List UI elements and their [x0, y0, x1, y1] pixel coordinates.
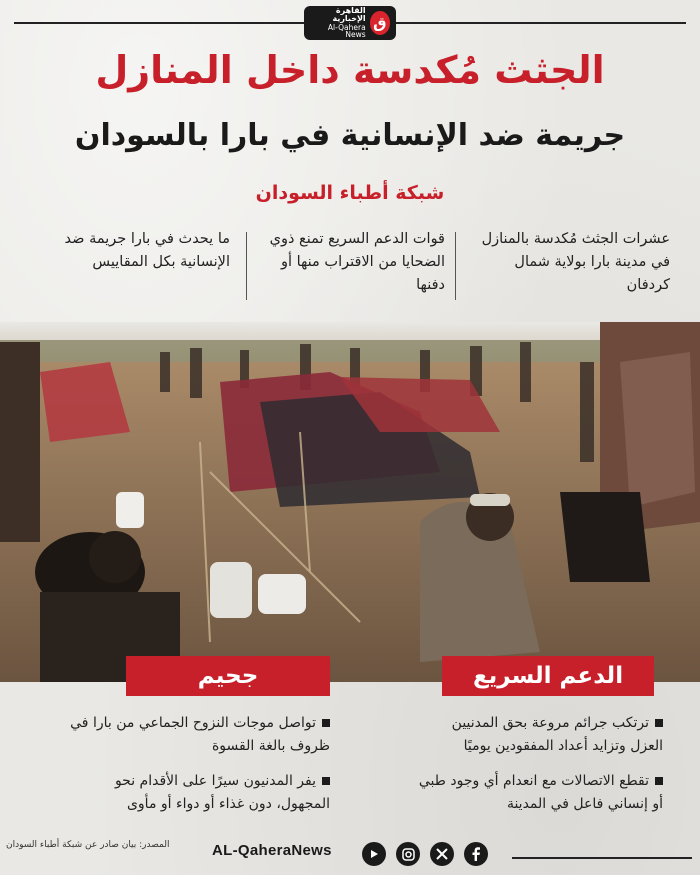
- hell-bullet-1-text: تواصل موجات النزوح الجماعي من بارا في ظروف بالغة القسوة: [70, 715, 330, 755]
- brand-logo-english: Al-Qahera News: [327, 22, 366, 40]
- source-network: شبكة أطباء السودان: [255, 182, 445, 204]
- subheadline: جريمة ضد الإنسانية في بارا بالسودان: [74, 118, 626, 153]
- summary-column-1: عشرات الجثث مُكدسة بالمنازل في مدينة بارا بولاية شمال كردفان: [481, 231, 670, 294]
- facebook-icon[interactable]: [464, 842, 488, 866]
- header-divider-right: [396, 22, 686, 24]
- f-logo-icon: [471, 847, 481, 861]
- camera-icon: [402, 848, 415, 861]
- footer-source: المصدر: بيان صادر عن شبكة أطباء السودان: [6, 840, 170, 850]
- camp-photo-illustration: [0, 322, 700, 682]
- bullet-square-icon: [655, 719, 663, 727]
- rsf-bullet-2: [418, 770, 663, 816]
- hell-section-label: جحيم: [126, 656, 330, 696]
- camp-photo: [0, 322, 700, 682]
- header-divider-left: [14, 22, 306, 24]
- site-name[interactable]: AL-QaheraNews: [212, 842, 332, 859]
- brand-logo-text: [310, 7, 366, 40]
- x-icon[interactable]: [430, 842, 454, 866]
- bullet-square-icon: [655, 777, 663, 785]
- youtube-icon[interactable]: [362, 842, 386, 866]
- brand-logo-mark: ق: [370, 11, 390, 35]
- hell-bullet-1: [68, 712, 330, 758]
- rsf-bullet-2-text: تقطع الاتصالات مع انعدام أي وجود طبي أو إنساني فاعل في المدينة: [418, 773, 663, 813]
- rsf-section-label: الدعم السريع: [442, 656, 654, 696]
- column-divider: [246, 232, 247, 300]
- summary-column-3: ما يحدث في بارا جريمة ضد الإنسانية بكل المقاييس: [64, 231, 230, 271]
- brand-logo-arabic: القاهرة الإخبارية: [332, 5, 366, 24]
- brand-logo: [304, 6, 396, 40]
- hell-bullet-2: [68, 770, 330, 816]
- play-icon: [368, 849, 380, 859]
- hell-bullet-2-text: يفر المدنيون سيرًا على الأقدام نحو المجهول، دون غذاء أو دواء أو مأوى: [114, 773, 330, 813]
- footer-divider: [512, 857, 692, 859]
- headline: الجثث مُكدسة داخل المنازل: [95, 48, 605, 92]
- rsf-bullet-1-text: ترتكب جرائم مروعة بحق المدنيين العزل وتزايد أعداد المفقودين يوميًا: [451, 715, 663, 755]
- instagram-icon[interactable]: [396, 842, 420, 866]
- bullet-square-icon: [322, 719, 330, 727]
- rsf-bullet-1: [418, 712, 663, 758]
- x-logo-icon: [436, 848, 448, 860]
- summary-column-2: قوات الدعم السريع تمنع ذوي الضحايا من الاقتراب منها أو دفنها: [269, 231, 445, 294]
- bullet-square-icon: [322, 777, 330, 785]
- column-divider: [455, 232, 456, 300]
